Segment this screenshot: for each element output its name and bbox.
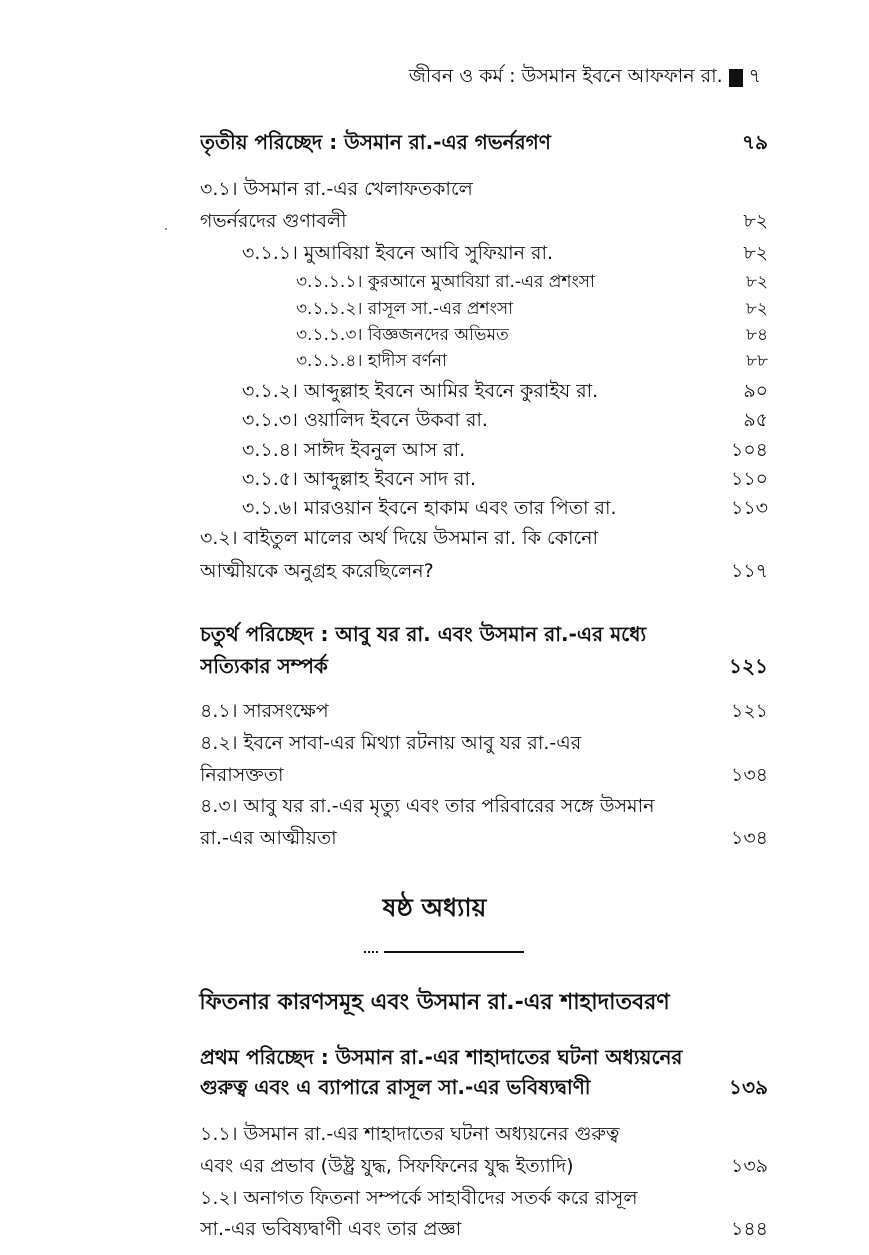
toc-entry	[200, 175, 768, 207]
toc-entry	[200, 729, 768, 761]
toc-entry-text: ৩.১.১.৩। বিজ্ঞজনদের অভিমত	[296, 325, 509, 345]
toc-entry	[200, 761, 768, 793]
toc-entry	[200, 1152, 768, 1184]
toc-entry	[296, 296, 768, 324]
toc-entry-text: ১.১। উসমান রা.-এর শাহাদাতের ঘটনা অধ্যয়নের গুরুত্ব	[200, 1123, 620, 1145]
toc-entry-text: প্রথম পরিচ্ছেদ : উসমান রা.-এর শাহাদাতের ঘটনা অধ্যয়নের	[200, 1045, 683, 1069]
toc-entry-page: ৮২	[743, 210, 768, 232]
toc-entry	[242, 239, 768, 271]
toc-entry	[200, 1073, 768, 1106]
toc-entry-text: চতুর্থ পরিচ্ছেদ : আবু যর রা. এবং উসমান রা.-এর মধ্যে	[200, 622, 647, 646]
toc-entry	[200, 620, 768, 653]
toc-entry-page: ৯০	[743, 380, 768, 402]
toc-entry-text: ৩.১.৪। সাঈদ ইবনুল আস রা.	[242, 439, 466, 461]
toc-entry-page: ১৩৯	[729, 1075, 768, 1099]
toc-entry	[200, 792, 768, 824]
toc-entry-text: ৩.২। বাইতুল মালের অর্থ দিয়ে উসমান রা. কি কোনো	[200, 527, 599, 549]
toc-entry-text: ১.২। অনাগত ফিতনা সম্পর্কে সাহাবীদের সতর্ক করে রাসূল	[200, 1187, 638, 1209]
toc-entry	[200, 207, 768, 239]
toc-entry	[200, 524, 768, 556]
running-title: জীবন ও কর্ম : উসমান ইবনে আফফান রা.	[408, 65, 723, 87]
toc-entry	[200, 1043, 768, 1076]
toc-entry-page: ১২১	[729, 654, 768, 678]
toc-entry-page: ১১৩	[730, 497, 768, 519]
running-header	[409, 62, 761, 94]
toc-entry-page: ৮২	[745, 299, 768, 319]
toc-entry-text: ৩.১। উসমান রা.-এর খেলাফতকালে	[200, 178, 473, 200]
toc-entry-text: ৪.১। সারসংক্ষেপ	[200, 700, 329, 722]
toc-entry	[200, 557, 768, 589]
toc-entry-page: ১১৭	[730, 560, 768, 582]
toc-entry-text: ৩.১.১.১। কুরআনে মুআবিয়া রা.-এর প্রশংসা	[296, 272, 595, 292]
toc-entry-page: ১৪৪	[731, 1218, 768, 1240]
toc-entry-page: ১২১	[730, 700, 768, 722]
speck-mark	[165, 228, 167, 230]
toc-entry	[296, 348, 768, 376]
toc-entry-text: ৪.৩। আবু যর রা.-এর মৃত্যু এবং তার পরিবারের সঙ্গে উসমান	[200, 795, 655, 817]
toc-entry-text: সত্যিকার সম্পর্ক	[200, 654, 328, 678]
toc-entry-page: ১৩৯	[730, 1155, 768, 1177]
toc-entry-text: রা.-এর আত্মীয়তা	[200, 827, 337, 849]
toc-entry-page: ১৩৪	[730, 827, 768, 849]
toc-entry-text: নিরাসক্ততা	[200, 764, 284, 786]
toc-entry	[200, 1184, 768, 1216]
toc-entry	[200, 1120, 768, 1152]
toc-entry-text: ৩.১.২। আব্দুল্লাহ ইবনে আমির ইবনে কুরাইয রা.	[242, 380, 599, 402]
toc-entry	[296, 269, 768, 297]
toc-entry-text: ৩.১.৫। আব্দুল্লাহ ইবনে সাদ রা.	[242, 468, 477, 490]
toc-entry	[200, 697, 768, 729]
toc-entry-text: সা.-এর ভবিষ্যদ্বাণী এবং তার প্রজ্ঞা	[200, 1218, 462, 1240]
square-bullet-icon	[729, 69, 743, 87]
toc-entry-page: ১৩৪	[730, 764, 768, 786]
toc-entry	[200, 1215, 768, 1247]
toc-entry-page: ৮৪	[745, 325, 768, 345]
chapter-subtitle: ফিতনার কারণসমূহ এবং উসমান রা.-এর শাহাদাতবরণ	[199, 990, 670, 1015]
toc-entry	[296, 322, 768, 350]
toc-entry-text: ৩.১.৩। ওয়ালিদ ইবনে উকবা রা.	[242, 409, 488, 431]
toc-entry-text: ৩.১.১.২। রাসূল সা.-এর প্রশংসা	[296, 299, 514, 319]
chapter-title: ষষ্ঠ অধ্যায়	[382, 893, 487, 922]
toc-entry	[242, 406, 768, 438]
toc-entry	[200, 652, 768, 685]
toc-entry	[200, 824, 768, 856]
toc-entry-page: ৮২	[745, 272, 768, 292]
toc-entry-text: এবং এর প্রভাব (উষ্ট্র যুদ্ধ, সিফফিনের যুদ্ধ ইত্যাদি)	[200, 1155, 574, 1177]
toc-entry-text: ৩.১.১। মুআবিয়া ইবনে আবি সুফিয়ান রা.	[242, 242, 554, 264]
toc-entry-page: ৯৫	[743, 409, 768, 431]
toc-entry	[242, 377, 768, 409]
toc-entry-text: ৩.১.৬। মারওয়ান ইবনে হাকাম এবং তার পিতা রা.	[242, 497, 617, 519]
toc-entry-text: ৩.১.১.৪। হাদীস বর্ণনা	[296, 351, 447, 371]
toc-entry-page: ১১০	[730, 468, 768, 490]
ornament-divider	[384, 951, 524, 953]
toc-entry-text: আত্মীয়কে অনুগ্রহ করেছিলেন?	[200, 560, 434, 582]
page-number: ৭	[748, 65, 761, 87]
toc-entry	[242, 465, 768, 497]
toc-entry-page: ৮২	[743, 242, 768, 264]
toc-entry-text: গুরুত্ব এবং এ ব্যাপারে রাসূল সা.-এর ভবিষ্যদ্বাণী	[200, 1075, 591, 1099]
toc-entry	[200, 128, 768, 161]
toc-entry-page: ৭৯	[742, 130, 768, 154]
toc-entry-text: তৃতীয় পরিচ্ছেদ : উসমান রা.-এর গভর্নরগণ	[200, 130, 551, 154]
toc-entry	[242, 436, 768, 468]
toc-entry	[242, 494, 768, 526]
toc-entry-text: গভর্নরদের গুণাবলী	[200, 210, 347, 232]
toc-entry-text: ৪.২। ইবনে সাবা-এর মিথ্যা রটনায় আবু যর রা.-এর	[200, 732, 582, 754]
toc-entry-page: ১০৪	[730, 439, 768, 461]
toc-entry-page: ৮৮	[745, 351, 768, 371]
